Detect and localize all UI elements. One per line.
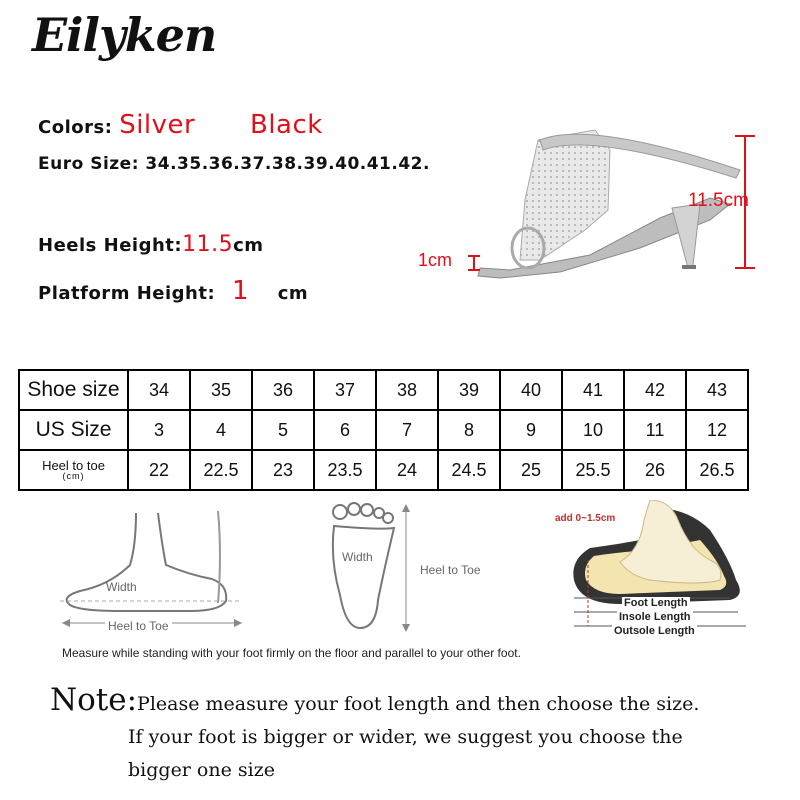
table-row-us-size bbox=[19, 410, 748, 450]
heel-tip bbox=[682, 265, 696, 269]
table-cell: 23.5 bbox=[314, 450, 376, 490]
color-black: Black bbox=[250, 110, 323, 140]
table-cell: 34 bbox=[128, 370, 190, 410]
table-cell: 23 bbox=[252, 450, 314, 490]
outsole-length-label: Outsole Length bbox=[614, 625, 695, 637]
heel-height-unit: cm bbox=[233, 235, 264, 256]
add-length-label: add 0~1.5cm bbox=[555, 513, 616, 524]
table-cell: 37 bbox=[314, 370, 376, 410]
side-heel-to-toe-label: Heel to Toe bbox=[105, 619, 172, 633]
table-cell: 10 bbox=[562, 410, 624, 450]
row-header-heel-to-toe-label: Heel to toe bbox=[42, 458, 105, 473]
table-cell: 38 bbox=[376, 370, 438, 410]
table-cell: 24 bbox=[376, 450, 438, 490]
row-header-us-size: US Size bbox=[19, 410, 128, 450]
table-cell: 9 bbox=[500, 410, 562, 450]
table-row-shoe-size bbox=[19, 370, 748, 410]
table-cell: 7 bbox=[376, 410, 438, 450]
table-cell: 25.5 bbox=[562, 450, 624, 490]
table-cell: 5 bbox=[252, 410, 314, 450]
platform-height-row bbox=[38, 276, 308, 306]
table-cell: 11 bbox=[624, 410, 686, 450]
top-width-label: Width bbox=[342, 550, 373, 564]
table-cell: 8 bbox=[438, 410, 500, 450]
table-cell: 26 bbox=[624, 450, 686, 490]
row-header-unit: (cm) bbox=[62, 471, 85, 481]
table-row-heel-to-toe bbox=[19, 450, 748, 490]
table-cell: 39 bbox=[438, 370, 500, 410]
colors-row bbox=[38, 110, 323, 140]
table-cell: 6 bbox=[314, 410, 376, 450]
colors-label: Colors: bbox=[38, 117, 113, 138]
table-cell: 24.5 bbox=[438, 450, 500, 490]
note-heading: Note: bbox=[50, 682, 138, 718]
table-cell: 41 bbox=[562, 370, 624, 410]
table-cell: 42 bbox=[624, 370, 686, 410]
note-line-1: Please measure your foot length and then choose the size. bbox=[137, 693, 700, 715]
heel-dimension-label: 11.5cm bbox=[688, 190, 749, 211]
table-cell: 35 bbox=[190, 370, 252, 410]
sandal-heel bbox=[672, 204, 700, 268]
table-cell: 26.5 bbox=[686, 450, 748, 490]
color-silver: Silver bbox=[119, 110, 196, 140]
table-cell: 40 bbox=[500, 370, 562, 410]
brand-logo: Eilyken bbox=[32, 8, 217, 62]
heel-height-row bbox=[38, 232, 264, 257]
measure-instruction: Measure while standing with your foot firmly on the floor and parallel to your other foot. bbox=[62, 646, 521, 660]
platform-height-label: Platform Height: bbox=[38, 283, 216, 304]
note-line-3: bigger one size bbox=[128, 759, 275, 781]
euro-size-label: Euro Size: bbox=[38, 154, 139, 174]
insole-length-label: Insole Length bbox=[619, 611, 691, 623]
platform-height-value: 1 bbox=[231, 276, 249, 306]
platform-dimension-marker bbox=[468, 256, 480, 270]
platform-dimension-label: 1cm bbox=[418, 250, 453, 270]
size-chart-table bbox=[18, 369, 749, 491]
note-line-2: If your foot is bigger or wider, we suggest you choose the bbox=[128, 726, 683, 748]
top-heel-to-toe-label: Heel to Toe bbox=[420, 563, 481, 577]
heel-height-label: Heels Height: bbox=[38, 235, 183, 256]
table-cell: 12 bbox=[686, 410, 748, 450]
side-width-label: Width bbox=[106, 580, 137, 594]
table-cell: 3 bbox=[128, 410, 190, 450]
heel-height-value: 11.5 bbox=[182, 232, 234, 257]
table-cell: 36 bbox=[252, 370, 314, 410]
table-cell: 43 bbox=[686, 370, 748, 410]
table-cell: 25 bbox=[500, 450, 562, 490]
sandal-mesh-upper bbox=[520, 130, 610, 260]
platform-height-unit: cm bbox=[277, 283, 309, 304]
table-cell: 4 bbox=[190, 410, 252, 450]
note-block bbox=[50, 684, 699, 787]
euro-size-values: 34.35.36.37.38.39.40.41.42. bbox=[145, 154, 430, 174]
row-header-heel-to-toe bbox=[19, 450, 128, 490]
euro-size-row bbox=[38, 154, 430, 174]
foot-length-label: Foot Length bbox=[624, 597, 688, 609]
row-header-shoe-size: Shoe size bbox=[19, 370, 128, 410]
foot-top-diagram bbox=[320, 500, 430, 635]
table-cell: 22 bbox=[128, 450, 190, 490]
table-cell: 22.5 bbox=[190, 450, 252, 490]
foot-side-diagram bbox=[40, 505, 270, 635]
